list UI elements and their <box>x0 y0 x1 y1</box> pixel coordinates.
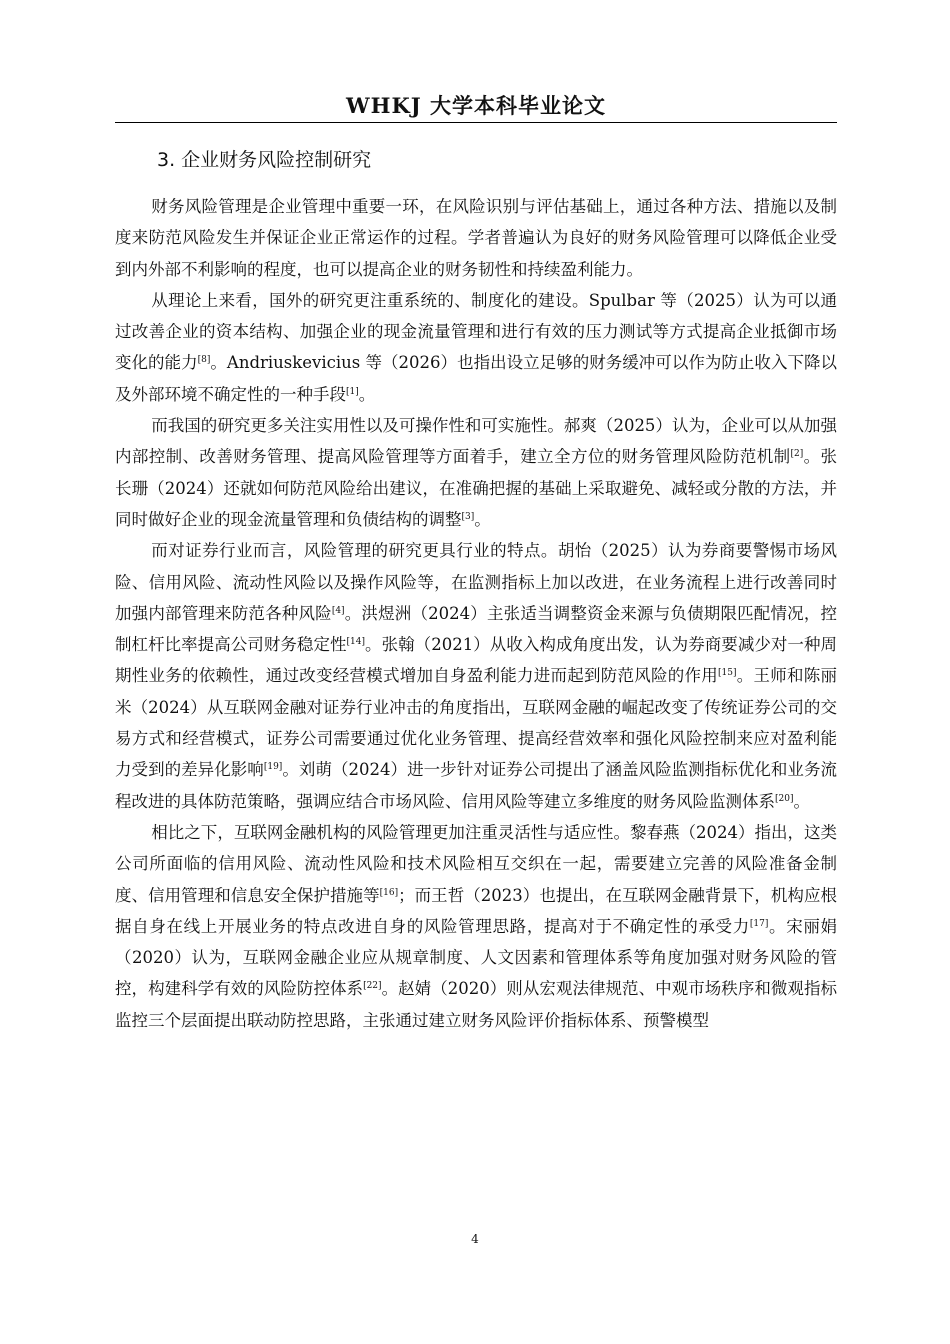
paragraph: 相比之下，互联网金融机构的风险管理更加注重灵活性与适应性。黎春燕（2024）指出，这类公司所面临的信用风险、流动性风险和技术风险相互交织在一起，需要建立完善的风险准备金制度、信用管理和信息安全保护措施等[16]；而王哲（2023）也提出，在互联网金融背景下，机构应根据自身在线上开展业务的特点改进自身的风险管理思路，提高对于不确定性的承受力[17]。宋丽娟（2020）认为，互联网金融企业应从规章制度、人文因素和管理体系等角度加强对财务风险的管控，构建科学有效的风险防控体系[22]。赵婧（2020）则从宏观法律规范、中观市场秩序和微观指标监控三个层面提出联动防控思路，主张通过建立财务风险评价指标体系、预警模型 <box>115 822 838 1030</box>
page-number: 4 <box>471 1232 479 1246</box>
citation: [2] <box>790 449 804 460</box>
section-heading: 3. 企业财务风险控制研究 <box>157 149 372 171</box>
page-header-title: WHKJ 大学本科毕业论文 <box>346 93 606 118</box>
citation: [4] <box>331 605 345 616</box>
citation: [8] <box>197 355 211 366</box>
paragraph: 而对证券行业而言，风险管理的研究更具行业的特点。胡怡（2025）认为券商要警惕市场风险、信用风险、流动性风险以及操作风险等，在监测指标上加以改进，在业务流程上进行改善同时加强内部管理来防范各种风险[4]。洪煜洲（2024）主张适当调整资金来源与负债期限匹配情况，控制杠杆比率提高公司财务稳定性[14]。张翰（2021）从收入构成角度出发，认为券商要减少对一种周期性业务的依赖性，通过改变经营模式增加自身盈利能力进而起到防范风险的作用[15]。王师和陈丽米（2024）从互联网金融对证券行业冲击的角度指出，互联网金融的崛起改变了传统证券公司的交易方式和经营模式，证券公司需要通过优化业务管理、提高经营效率和强化风险控制来应对盈利能力受到的差异化影响[19]。刘萌（2024）进一步针对证券公司提出了涵盖风险监测指标优化和业务流程改进的具体防范策略，强调应结合市场风险、信用风险等建立多维度的财务风险监测体系[20]。 <box>115 541 838 811</box>
body-text <box>115 191 837 1036</box>
paragraph: 从理论上来看，国外的研究更注重系统的、制度化的建设。Spulbar 等（2025）认为可以通过改善企业的资本结构、加强企业的现金流量管理和进行有效的压力测试等方式提高企业抵御市场变化的能力[8]。Andriuskevicius 等（2026）也指出设立足够的财务缓冲可以作为防止收入下降以及外部环境不确定性的一种手段[1]。 <box>115 290 838 404</box>
paragraph: 而我国的研究更多关注实用性以及可操作性和可实施性。郝爽（2025）认为，企业可以从加强内部控制、改善财务管理、提高风险管理等方面着手，建立全方位的财务管理风险防范机制[2]。张长珊（2024）还就如何防范风险给出建议，在准确把握的基础上采取避免、减轻或分散的方法，并同时做好企业的现金流量管理和负债结构的调整[3]。 <box>115 416 838 529</box>
citation: [14] <box>346 637 366 648</box>
citation: [16] <box>379 887 399 898</box>
paragraph: 财务风险管理是企业管理中重要一环，在风险识别与评估基础上，通过各种方法、措施以及制度来防范风险发生并保证企业正常运作的过程。学者普遍认为良好的财务风险管理可以降低企业受到内外部不利影响的程度，也可以提高企业的财务韧性和持续盈利能力。 <box>115 197 837 279</box>
citation: [3] <box>461 511 475 522</box>
citation: [19] <box>263 762 283 773</box>
citation: [20] <box>775 793 794 804</box>
citation: [1] <box>346 386 359 397</box>
citation: [15] <box>718 668 737 679</box>
citation: [17] <box>749 918 769 929</box>
header-divider <box>115 122 837 123</box>
citation: [22] <box>363 981 382 992</box>
